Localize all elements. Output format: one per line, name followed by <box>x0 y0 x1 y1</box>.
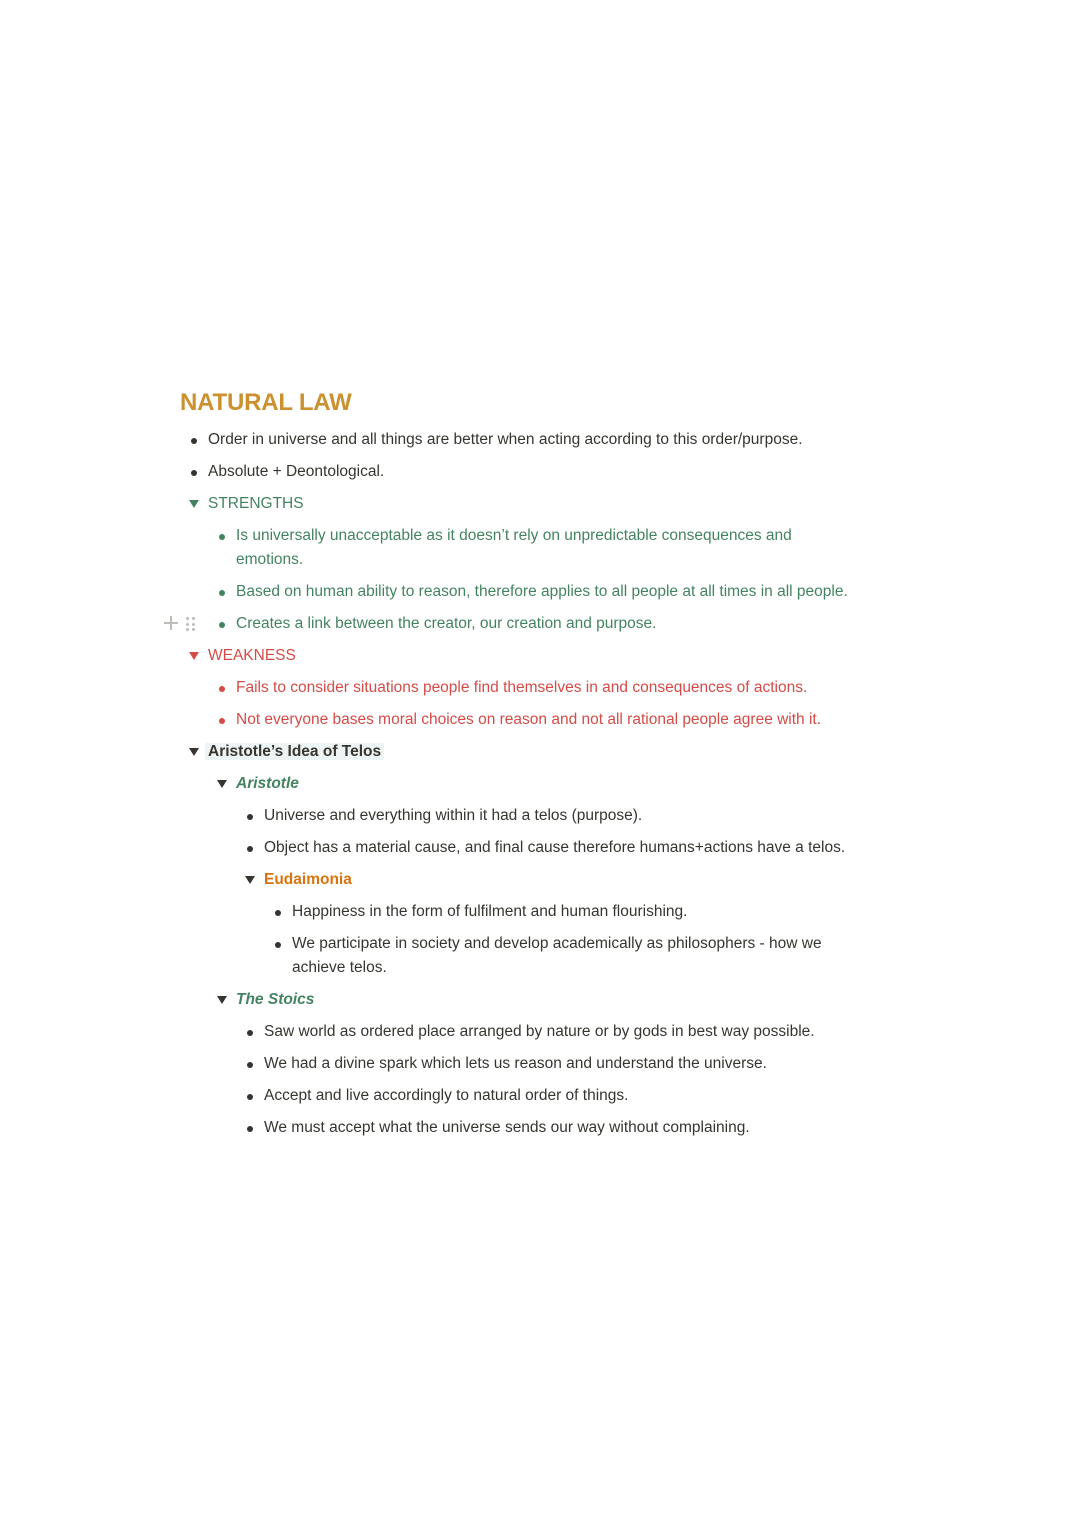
list-item-text: Universe and everything within it had a telos (purpose). <box>264 807 643 824</box>
list-item[interactable] <box>180 424 900 456</box>
list-item[interactable] <box>180 520 900 576</box>
list-item-text: Order in universe and all things are better when acting according to this order/purpose. <box>208 431 803 448</box>
toggle-triangle-icon[interactable] <box>184 644 204 668</box>
list-item[interactable] <box>180 576 900 608</box>
toggle-telos[interactable] <box>180 736 900 768</box>
list-item[interactable] <box>180 896 900 928</box>
toggle-weakness[interactable] <box>180 640 900 672</box>
list-item-hovered[interactable] <box>180 608 900 640</box>
toggle-triangle-icon[interactable] <box>184 492 204 516</box>
list-item-text: Fails to consider situations people find themselves in and consequences of actions. <box>236 679 808 696</box>
bullet-dot-icon <box>212 524 232 548</box>
bullet-dot-icon <box>268 932 288 956</box>
block-hover-tools <box>164 612 204 636</box>
toggle-label: The Stoics <box>236 991 315 1008</box>
list-item-text: Not everyone bases moral choices on reason and not all rational people agree with it. <box>236 711 822 728</box>
toggle-label: STRENGTHS <box>208 495 304 512</box>
list-item[interactable] <box>180 1016 900 1048</box>
bullet-dot-icon <box>212 708 232 732</box>
toggle-aristotle[interactable] <box>180 768 900 800</box>
list-item-text: Saw world as ordered place arranged by nature or by gods in best way possible. <box>264 1023 815 1040</box>
list-item-text: We must accept what the universe sends our way without complaining. <box>264 1119 750 1136</box>
list-item-text: Is universally unacceptable as it doesn’t rely on unpredictable consequences and emotions. <box>236 527 792 568</box>
list-item-text: Accept and live accordingly to natural order of things. <box>264 1087 629 1104</box>
toggle-label: Aristotle’s Idea of Telos <box>205 743 384 760</box>
bullet-dot-icon <box>240 1020 260 1044</box>
list-item[interactable] <box>180 928 900 984</box>
bullet-dot-icon <box>268 900 288 924</box>
plus-icon[interactable] <box>164 616 178 630</box>
toggle-triangle-icon[interactable] <box>184 740 204 764</box>
toggle-triangle-icon[interactable] <box>212 988 232 1012</box>
note-page <box>180 388 900 1144</box>
toggle-label: Aristotle <box>236 775 299 792</box>
list-item-text: Creates a link between the creator, our creation and purpose. <box>236 615 657 632</box>
toggle-triangle-icon[interactable] <box>240 868 260 892</box>
bullet-dot-icon <box>212 676 232 700</box>
bullet-dot-icon <box>240 1116 260 1140</box>
bullet-dot-icon <box>212 580 232 604</box>
toggle-strengths[interactable] <box>180 488 900 520</box>
bullet-dot-icon <box>240 804 260 828</box>
toggle-eudaimonia[interactable] <box>180 864 900 896</box>
list-item[interactable] <box>180 1080 900 1112</box>
list-item[interactable] <box>180 832 900 864</box>
list-item[interactable] <box>180 1048 900 1080</box>
bullet-dot-icon <box>240 1052 260 1076</box>
bullet-dot-icon <box>240 836 260 860</box>
list-item-text: Absolute + Deontological. <box>208 463 385 480</box>
list-item[interactable] <box>180 456 900 488</box>
list-item-text: We had a divine spark which lets us reason and understand the universe. <box>264 1055 767 1072</box>
bullet-dot-icon <box>184 428 204 452</box>
toggle-label: Eudaimonia <box>264 871 352 888</box>
drag-handle-icon[interactable] <box>186 617 196 631</box>
list-item-text: We participate in society and develop academically as philosophers - how we achieve telos. <box>292 935 822 976</box>
toggle-stoics[interactable] <box>180 984 900 1016</box>
list-item[interactable] <box>180 1112 900 1144</box>
list-item-text: Happiness in the form of fulfilment and human flourishing. <box>292 903 688 920</box>
bullet-dot-icon <box>184 460 204 484</box>
list-item[interactable] <box>180 672 900 704</box>
bullet-dot-icon <box>212 612 232 636</box>
toggle-triangle-icon[interactable] <box>212 772 232 796</box>
toggle-label: WEAKNESS <box>208 647 296 664</box>
list-item[interactable] <box>180 704 900 736</box>
list-item-text: Based on human ability to reason, therefore applies to all people at all times in all people. <box>236 583 848 600</box>
list-item-text: Object has a material cause, and final cause therefore humans+actions have a telos. <box>264 839 846 856</box>
list-item[interactable] <box>180 800 900 832</box>
bullet-dot-icon <box>240 1084 260 1108</box>
page-title: NATURAL LAW <box>180 389 352 416</box>
